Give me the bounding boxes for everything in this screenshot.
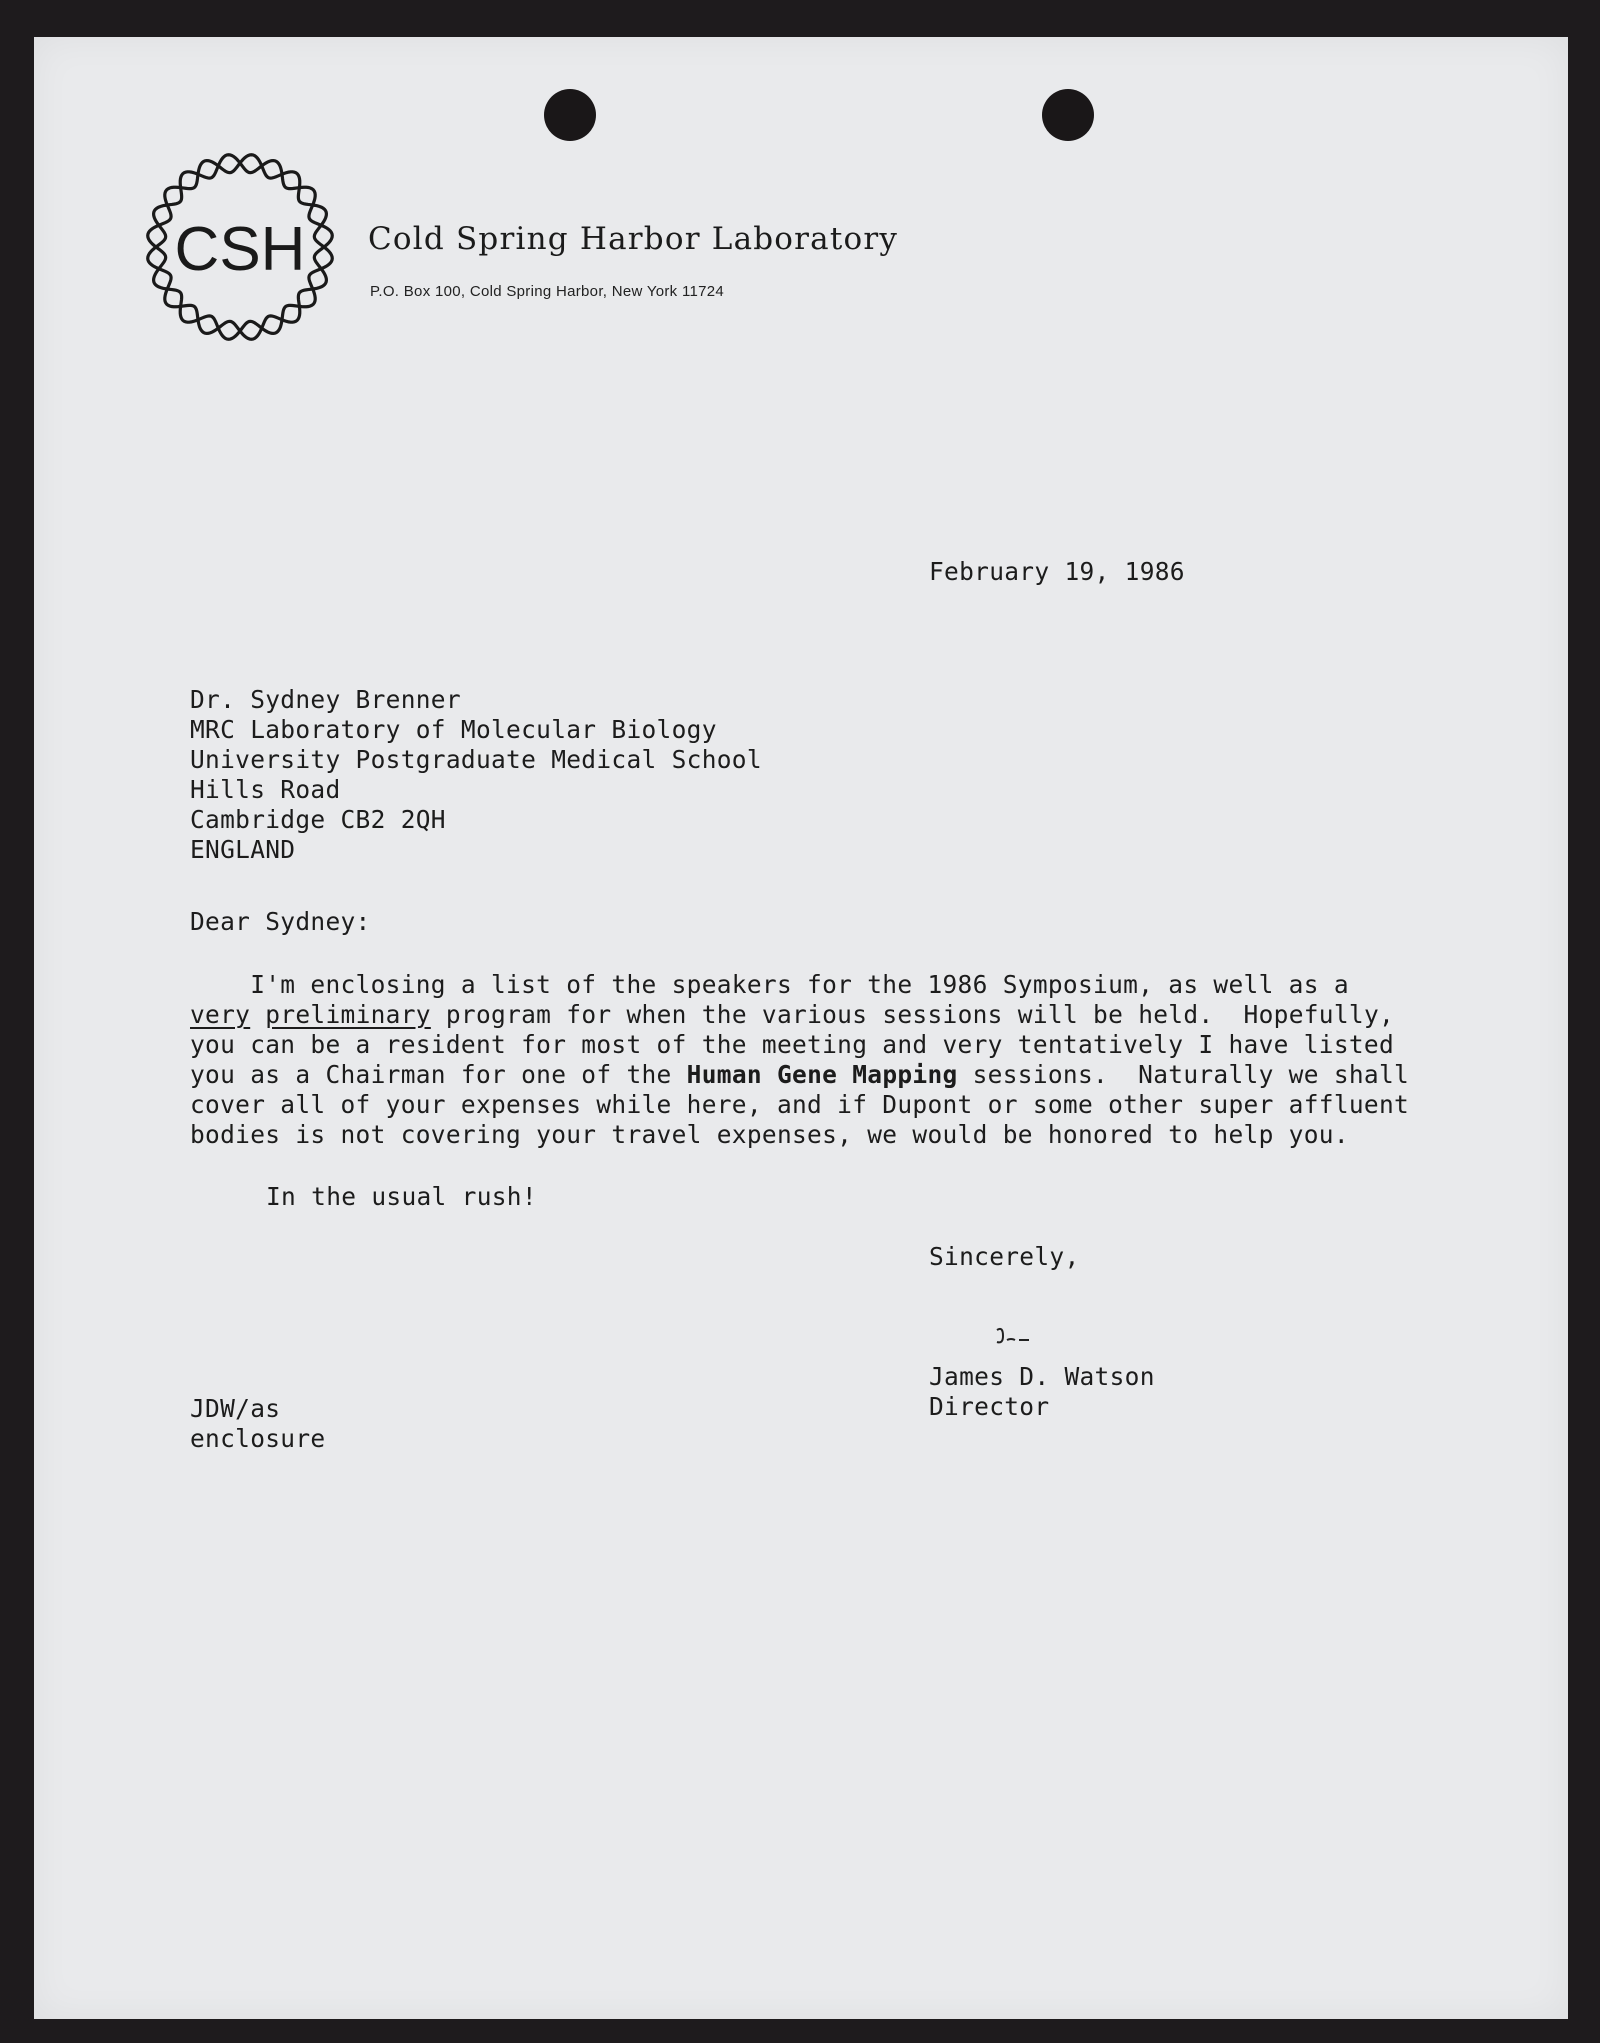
punch-hole-right (1042, 89, 1094, 141)
closing: Sincerely, (929, 1242, 1080, 1271)
recipient-line: Dr. Sydney Brenner (190, 685, 461, 714)
enclosure-note: enclosure (190, 1424, 326, 1453)
letter-date: February 19, 1986 (929, 557, 1185, 586)
logo-text: CSH (174, 215, 306, 284)
csh-logo (138, 145, 342, 349)
recipient-line: MRC Laboratory of Molecular Biology (190, 715, 717, 744)
signatory-name: James D. Watson (929, 1362, 1155, 1391)
body-line: I'm enclosing a list of the speakers for the 1986 Symposium, as well as a (190, 970, 1349, 999)
closing-note: In the usual rush! (266, 1182, 537, 1211)
body-line: cover all of your expenses while here, and if Dupont or some other super affluent (190, 1090, 1410, 1119)
recipient-line: Hills Road (190, 775, 341, 804)
emphasis-very: very (190, 1000, 251, 1029)
reference-initials (190, 1394, 325, 1454)
salutation: Dear Sydney: (190, 907, 371, 936)
typist-initials: JDW/as (190, 1394, 281, 1423)
organization-address: P.O. Box 100, Cold Spring Harbor, New York 11724 (370, 283, 725, 300)
signatory-title: Director (929, 1392, 1050, 1421)
body-line: bodies is not covering your travel expenses, we would be honored to help you. (190, 1120, 1349, 1149)
signature-mark (989, 1322, 1059, 1352)
letter-page (34, 37, 1568, 2019)
recipient-line: ENGLAND (190, 835, 296, 864)
body-line: you can be a resident for most of the meeting and very tentatively I have listed (190, 1030, 1395, 1059)
signatory (929, 1362, 1155, 1422)
organization-name: Cold Spring Harbor Laboratory (368, 221, 899, 257)
session-name: Human Gene Mapping (686, 1060, 958, 1089)
recipient-address (190, 685, 762, 865)
punch-hole-left (544, 89, 596, 141)
body-line: very preliminary program for when the various sessions will be held. Hopefully, (190, 1000, 1395, 1029)
emphasis-preliminary: preliminary (265, 1000, 431, 1029)
recipient-line: Cambridge CB2 2QH (190, 805, 446, 834)
body-line: you as a Chairman for one of the Human Gene Mapping sessions. Naturally we shall (190, 1060, 1410, 1089)
recipient-line: University Postgraduate Medical School (190, 745, 762, 774)
letter-body (190, 970, 1409, 1150)
